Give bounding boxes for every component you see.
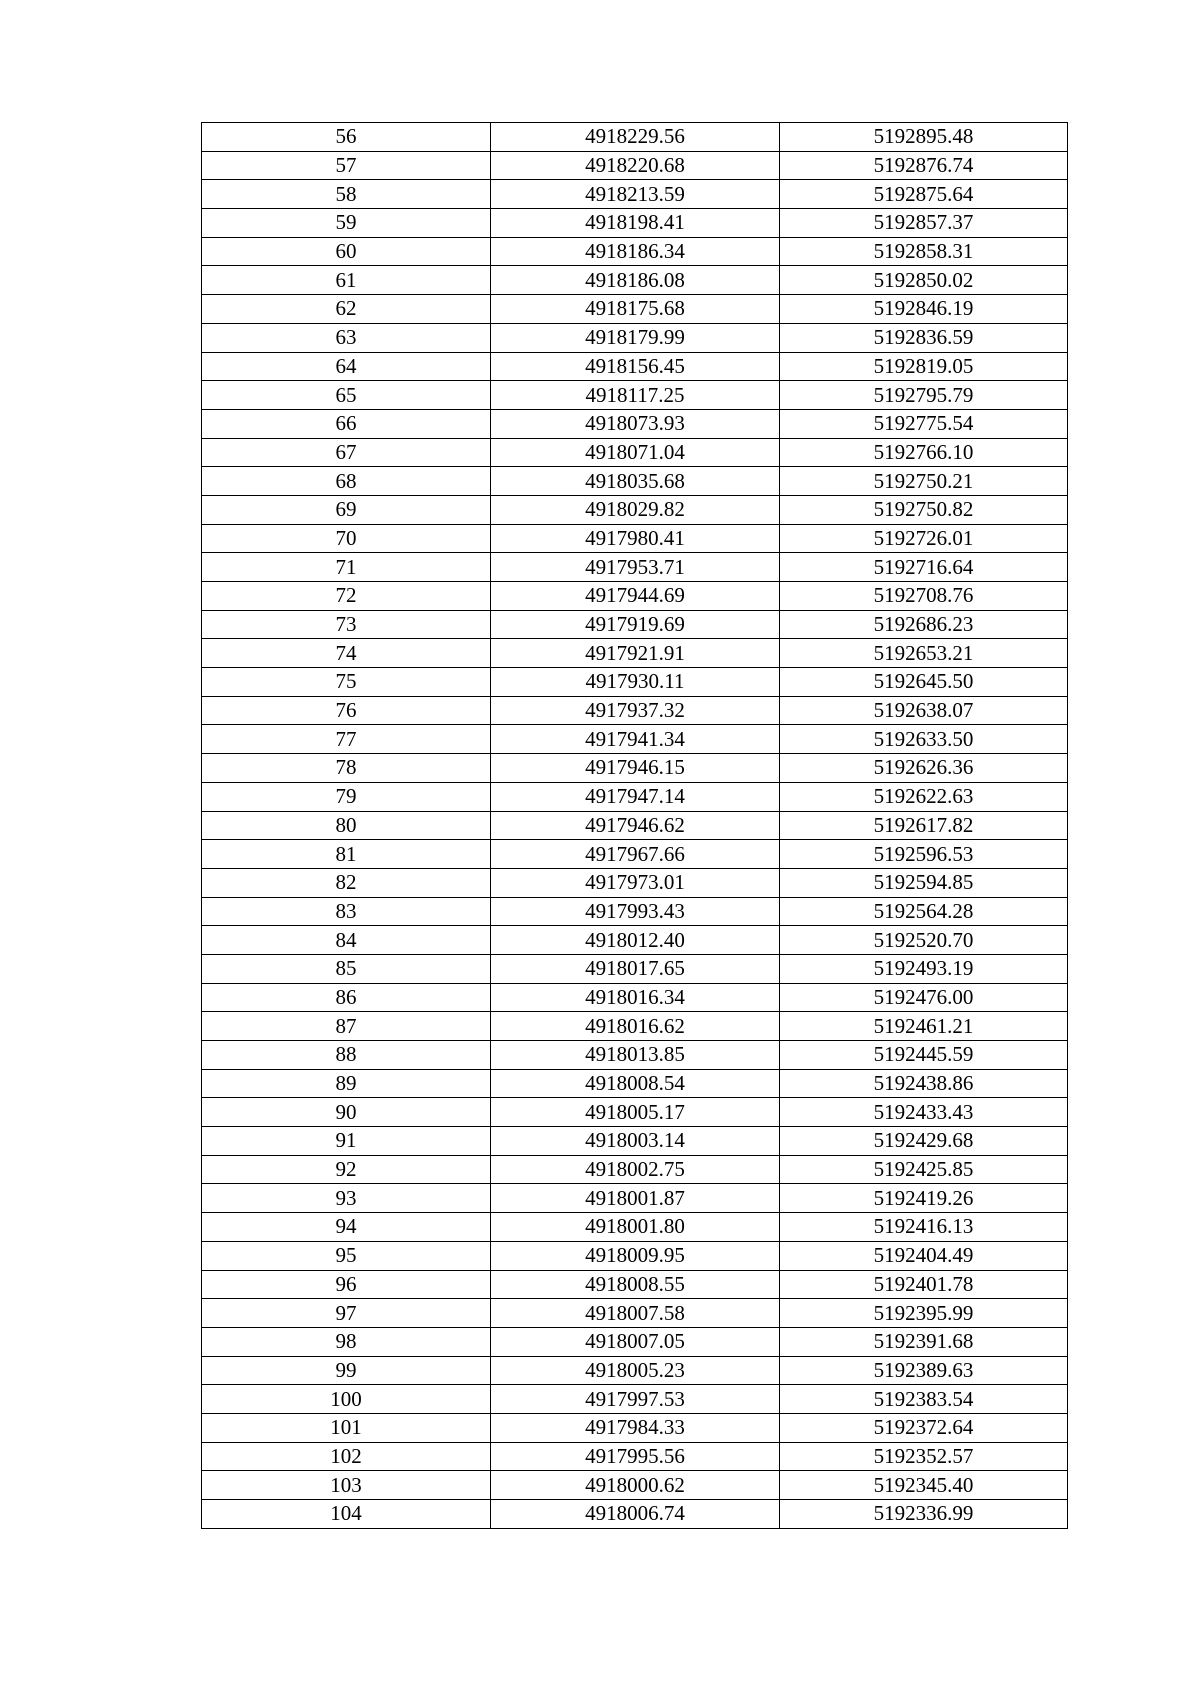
y-coordinate-cell: 5192836.59 [780, 323, 1068, 352]
y-coordinate-cell: 5192617.82 [780, 811, 1068, 840]
y-coordinate-cell: 5192352.57 [780, 1442, 1068, 1471]
table-row [202, 897, 1068, 926]
table-row [202, 409, 1068, 438]
y-coordinate-cell: 5192857.37 [780, 209, 1068, 238]
y-coordinate-cell: 5192795.79 [780, 381, 1068, 410]
table-row [202, 926, 1068, 955]
y-coordinate-cell: 5192638.07 [780, 696, 1068, 725]
point-number-cell: 96 [202, 1270, 491, 1299]
point-number-cell: 56 [202, 123, 491, 152]
y-coordinate-cell: 5192850.02 [780, 266, 1068, 295]
y-coordinate-cell: 5192750.21 [780, 467, 1068, 496]
y-coordinate-cell: 5192389.63 [780, 1356, 1068, 1385]
y-coordinate-cell: 5192445.59 [780, 1041, 1068, 1070]
y-coordinate-cell: 5192858.31 [780, 237, 1068, 266]
table-row [202, 1213, 1068, 1242]
x-coordinate-cell: 4918213.59 [491, 180, 780, 209]
table-row [202, 295, 1068, 324]
x-coordinate-cell: 4918016.62 [491, 1012, 780, 1041]
point-number-cell: 102 [202, 1442, 491, 1471]
table-row [202, 582, 1068, 611]
point-number-cell: 83 [202, 897, 491, 926]
y-coordinate-cell: 5192401.78 [780, 1270, 1068, 1299]
table-row [202, 381, 1068, 410]
point-number-cell: 89 [202, 1069, 491, 1098]
x-coordinate-cell: 4918175.68 [491, 295, 780, 324]
table-row [202, 524, 1068, 553]
point-number-cell: 88 [202, 1041, 491, 1070]
point-number-cell: 64 [202, 352, 491, 381]
y-coordinate-cell: 5192876.74 [780, 151, 1068, 180]
y-coordinate-cell: 5192419.26 [780, 1184, 1068, 1213]
y-coordinate-cell: 5192708.76 [780, 582, 1068, 611]
y-coordinate-cell: 5192895.48 [780, 123, 1068, 152]
table-row [202, 180, 1068, 209]
x-coordinate-cell: 4917937.32 [491, 696, 780, 725]
table-row [202, 553, 1068, 582]
y-coordinate-cell: 5192875.64 [780, 180, 1068, 209]
table-row [202, 610, 1068, 639]
point-number-cell: 74 [202, 639, 491, 668]
y-coordinate-cell: 5192775.54 [780, 409, 1068, 438]
coordinates-table-body [202, 123, 1068, 1529]
x-coordinate-cell: 4917919.69 [491, 610, 780, 639]
x-coordinate-cell: 4917941.34 [491, 725, 780, 754]
table-row [202, 1442, 1068, 1471]
point-number-cell: 65 [202, 381, 491, 410]
table-row [202, 266, 1068, 295]
point-number-cell: 75 [202, 668, 491, 697]
x-coordinate-cell: 4918035.68 [491, 467, 780, 496]
point-number-cell: 99 [202, 1356, 491, 1385]
point-number-cell: 103 [202, 1471, 491, 1500]
point-number-cell: 92 [202, 1155, 491, 1184]
table-row [202, 352, 1068, 381]
point-number-cell: 63 [202, 323, 491, 352]
x-coordinate-cell: 4917973.01 [491, 868, 780, 897]
point-number-cell: 76 [202, 696, 491, 725]
table-row [202, 1098, 1068, 1127]
x-coordinate-cell: 4917947.14 [491, 782, 780, 811]
y-coordinate-cell: 5192726.01 [780, 524, 1068, 553]
table-row [202, 323, 1068, 352]
y-coordinate-cell: 5192564.28 [780, 897, 1068, 926]
x-coordinate-cell: 4917930.11 [491, 668, 780, 697]
x-coordinate-cell: 4917921.91 [491, 639, 780, 668]
point-number-cell: 79 [202, 782, 491, 811]
point-number-cell: 91 [202, 1127, 491, 1156]
x-coordinate-cell: 4918156.45 [491, 352, 780, 381]
y-coordinate-cell: 5192433.43 [780, 1098, 1068, 1127]
table-row [202, 725, 1068, 754]
table-row [202, 495, 1068, 524]
x-coordinate-cell: 4917993.43 [491, 897, 780, 926]
x-coordinate-cell: 4917953.71 [491, 553, 780, 582]
x-coordinate-cell: 4917946.62 [491, 811, 780, 840]
x-coordinate-cell: 4918003.14 [491, 1127, 780, 1156]
point-number-cell: 98 [202, 1327, 491, 1356]
table-row [202, 1471, 1068, 1500]
y-coordinate-cell: 5192622.63 [780, 782, 1068, 811]
y-coordinate-cell: 5192633.50 [780, 725, 1068, 754]
x-coordinate-cell: 4918009.95 [491, 1241, 780, 1270]
y-coordinate-cell: 5192372.64 [780, 1413, 1068, 1442]
point-number-cell: 87 [202, 1012, 491, 1041]
x-coordinate-cell: 4918006.74 [491, 1500, 780, 1529]
point-number-cell: 97 [202, 1299, 491, 1328]
point-number-cell: 58 [202, 180, 491, 209]
point-number-cell: 95 [202, 1241, 491, 1270]
x-coordinate-cell: 4918220.68 [491, 151, 780, 180]
table-row [202, 1500, 1068, 1529]
table-row [202, 782, 1068, 811]
y-coordinate-cell: 5192750.82 [780, 495, 1068, 524]
y-coordinate-cell: 5192383.54 [780, 1385, 1068, 1414]
table-row [202, 668, 1068, 697]
x-coordinate-cell: 4917980.41 [491, 524, 780, 553]
y-coordinate-cell: 5192438.86 [780, 1069, 1068, 1098]
point-number-cell: 70 [202, 524, 491, 553]
point-number-cell: 67 [202, 438, 491, 467]
y-coordinate-cell: 5192345.40 [780, 1471, 1068, 1500]
y-coordinate-cell: 5192520.70 [780, 926, 1068, 955]
point-number-cell: 78 [202, 754, 491, 783]
point-number-cell: 57 [202, 151, 491, 180]
point-number-cell: 80 [202, 811, 491, 840]
y-coordinate-cell: 5192596.53 [780, 840, 1068, 869]
x-coordinate-cell: 4918186.08 [491, 266, 780, 295]
table-row [202, 983, 1068, 1012]
table-row [202, 1069, 1068, 1098]
table-row [202, 467, 1068, 496]
table-row [202, 868, 1068, 897]
x-coordinate-cell: 4917944.69 [491, 582, 780, 611]
table-row [202, 1041, 1068, 1070]
table-row [202, 1327, 1068, 1356]
y-coordinate-cell: 5192416.13 [780, 1213, 1068, 1242]
y-coordinate-cell: 5192493.19 [780, 954, 1068, 983]
y-coordinate-cell: 5192391.68 [780, 1327, 1068, 1356]
point-number-cell: 59 [202, 209, 491, 238]
x-coordinate-cell: 4918186.34 [491, 237, 780, 266]
x-coordinate-cell: 4918008.55 [491, 1270, 780, 1299]
table-row [202, 438, 1068, 467]
point-number-cell: 72 [202, 582, 491, 611]
table-row [202, 1385, 1068, 1414]
table-row [202, 1184, 1068, 1213]
point-number-cell: 61 [202, 266, 491, 295]
point-number-cell: 60 [202, 237, 491, 266]
point-number-cell: 94 [202, 1213, 491, 1242]
x-coordinate-cell: 4918179.99 [491, 323, 780, 352]
table-row [202, 1356, 1068, 1385]
x-coordinate-cell: 4918008.54 [491, 1069, 780, 1098]
x-coordinate-cell: 4918005.17 [491, 1098, 780, 1127]
x-coordinate-cell: 4918002.75 [491, 1155, 780, 1184]
point-number-cell: 71 [202, 553, 491, 582]
x-coordinate-cell: 4918016.34 [491, 983, 780, 1012]
y-coordinate-cell: 5192686.23 [780, 610, 1068, 639]
table-row [202, 151, 1068, 180]
table-row [202, 1413, 1068, 1442]
point-number-cell: 82 [202, 868, 491, 897]
x-coordinate-cell: 4917997.53 [491, 1385, 780, 1414]
table-row [202, 209, 1068, 238]
table-row [202, 754, 1068, 783]
point-number-cell: 93 [202, 1184, 491, 1213]
table-row [202, 1299, 1068, 1328]
table-row [202, 237, 1068, 266]
y-coordinate-cell: 5192626.36 [780, 754, 1068, 783]
x-coordinate-cell: 4917984.33 [491, 1413, 780, 1442]
x-coordinate-cell: 4918012.40 [491, 926, 780, 955]
y-coordinate-cell: 5192846.19 [780, 295, 1068, 324]
point-number-cell: 73 [202, 610, 491, 639]
y-coordinate-cell: 5192429.68 [780, 1127, 1068, 1156]
point-number-cell: 104 [202, 1500, 491, 1529]
point-number-cell: 100 [202, 1385, 491, 1414]
y-coordinate-cell: 5192766.10 [780, 438, 1068, 467]
table-row [202, 1012, 1068, 1041]
table-row [202, 954, 1068, 983]
x-coordinate-cell: 4918071.04 [491, 438, 780, 467]
x-coordinate-cell: 4918198.41 [491, 209, 780, 238]
y-coordinate-cell: 5192476.00 [780, 983, 1068, 1012]
point-number-cell: 85 [202, 954, 491, 983]
x-coordinate-cell: 4918000.62 [491, 1471, 780, 1500]
x-coordinate-cell: 4918001.80 [491, 1213, 780, 1242]
y-coordinate-cell: 5192594.85 [780, 868, 1068, 897]
y-coordinate-cell: 5192404.49 [780, 1241, 1068, 1270]
point-number-cell: 62 [202, 295, 491, 324]
y-coordinate-cell: 5192425.85 [780, 1155, 1068, 1184]
table-row [202, 639, 1068, 668]
point-number-cell: 68 [202, 467, 491, 496]
x-coordinate-cell: 4917995.56 [491, 1442, 780, 1471]
point-number-cell: 81 [202, 840, 491, 869]
table-row [202, 1270, 1068, 1299]
y-coordinate-cell: 5192716.64 [780, 553, 1068, 582]
table-row [202, 696, 1068, 725]
y-coordinate-cell: 5192645.50 [780, 668, 1068, 697]
table-row [202, 1127, 1068, 1156]
x-coordinate-cell: 4918073.93 [491, 409, 780, 438]
point-number-cell: 86 [202, 983, 491, 1012]
point-number-cell: 84 [202, 926, 491, 955]
x-coordinate-cell: 4917946.15 [491, 754, 780, 783]
table-row [202, 123, 1068, 152]
coordinates-table [201, 122, 1068, 1529]
x-coordinate-cell: 4918007.05 [491, 1327, 780, 1356]
table-row [202, 1155, 1068, 1184]
point-number-cell: 77 [202, 725, 491, 754]
point-number-cell: 101 [202, 1413, 491, 1442]
x-coordinate-cell: 4918001.87 [491, 1184, 780, 1213]
table-row [202, 1241, 1068, 1270]
y-coordinate-cell: 5192461.21 [780, 1012, 1068, 1041]
x-coordinate-cell: 4918117.25 [491, 381, 780, 410]
point-number-cell: 66 [202, 409, 491, 438]
x-coordinate-cell: 4918013.85 [491, 1041, 780, 1070]
y-coordinate-cell: 5192819.05 [780, 352, 1068, 381]
x-coordinate-cell: 4918007.58 [491, 1299, 780, 1328]
x-coordinate-cell: 4918029.82 [491, 495, 780, 524]
x-coordinate-cell: 4918017.65 [491, 954, 780, 983]
point-number-cell: 69 [202, 495, 491, 524]
y-coordinate-cell: 5192336.99 [780, 1500, 1068, 1529]
y-coordinate-cell: 5192653.21 [780, 639, 1068, 668]
table-row [202, 811, 1068, 840]
point-number-cell: 90 [202, 1098, 491, 1127]
x-coordinate-cell: 4918229.56 [491, 123, 780, 152]
y-coordinate-cell: 5192395.99 [780, 1299, 1068, 1328]
x-coordinate-cell: 4917967.66 [491, 840, 780, 869]
x-coordinate-cell: 4918005.23 [491, 1356, 780, 1385]
table-row [202, 840, 1068, 869]
